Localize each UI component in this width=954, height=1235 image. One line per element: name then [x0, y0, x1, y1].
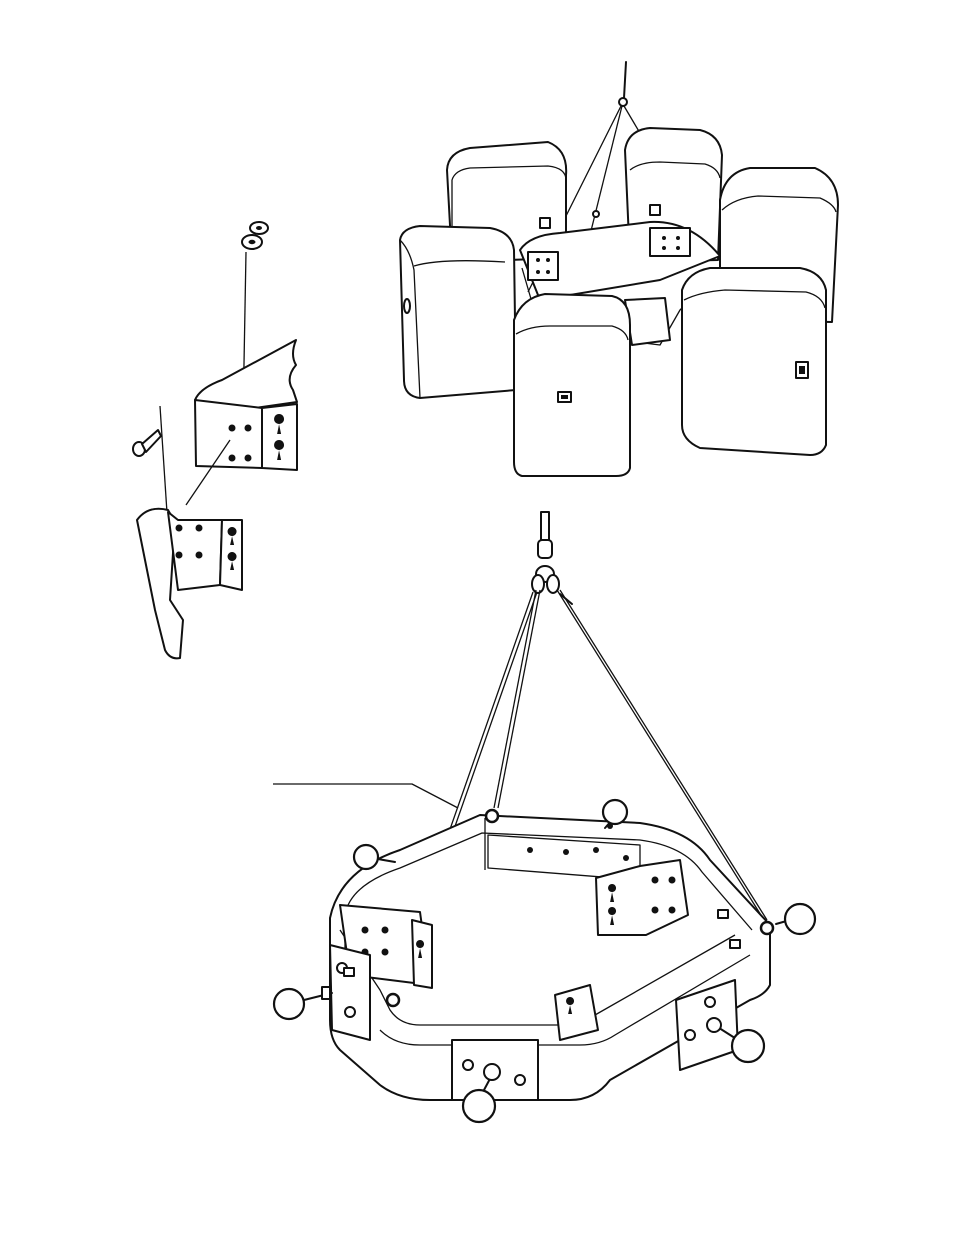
ball-handle-left: [274, 987, 332, 1019]
speaker-left: [400, 226, 516, 398]
frame-cable: [498, 590, 540, 808]
lower-bracket: [137, 509, 242, 659]
screw-icon: [133, 430, 161, 456]
upper-bracket: [195, 340, 297, 470]
speaker-front-center: [514, 294, 630, 476]
ball-handle-right: [776, 904, 815, 934]
corner-plate-lower: [555, 985, 598, 1040]
mount-plate-left: [330, 945, 370, 1040]
cable-eye-icon: [387, 994, 399, 1006]
bracket-detail-panel: [133, 222, 297, 658]
rigging-hardware: [532, 512, 559, 593]
cable-ring-icon: [619, 98, 627, 106]
speaker-right-front: [682, 268, 826, 455]
washer-icon: [242, 222, 268, 249]
cable-eye-icon: [486, 810, 498, 822]
callout-line: [273, 784, 458, 808]
suspension-frame-panel: [273, 512, 815, 1122]
suspension-cable: [624, 62, 626, 98]
speaker-cluster-panel: [400, 62, 838, 476]
cable-eye-icon: [761, 922, 773, 934]
frame-cable: [494, 590, 536, 808]
